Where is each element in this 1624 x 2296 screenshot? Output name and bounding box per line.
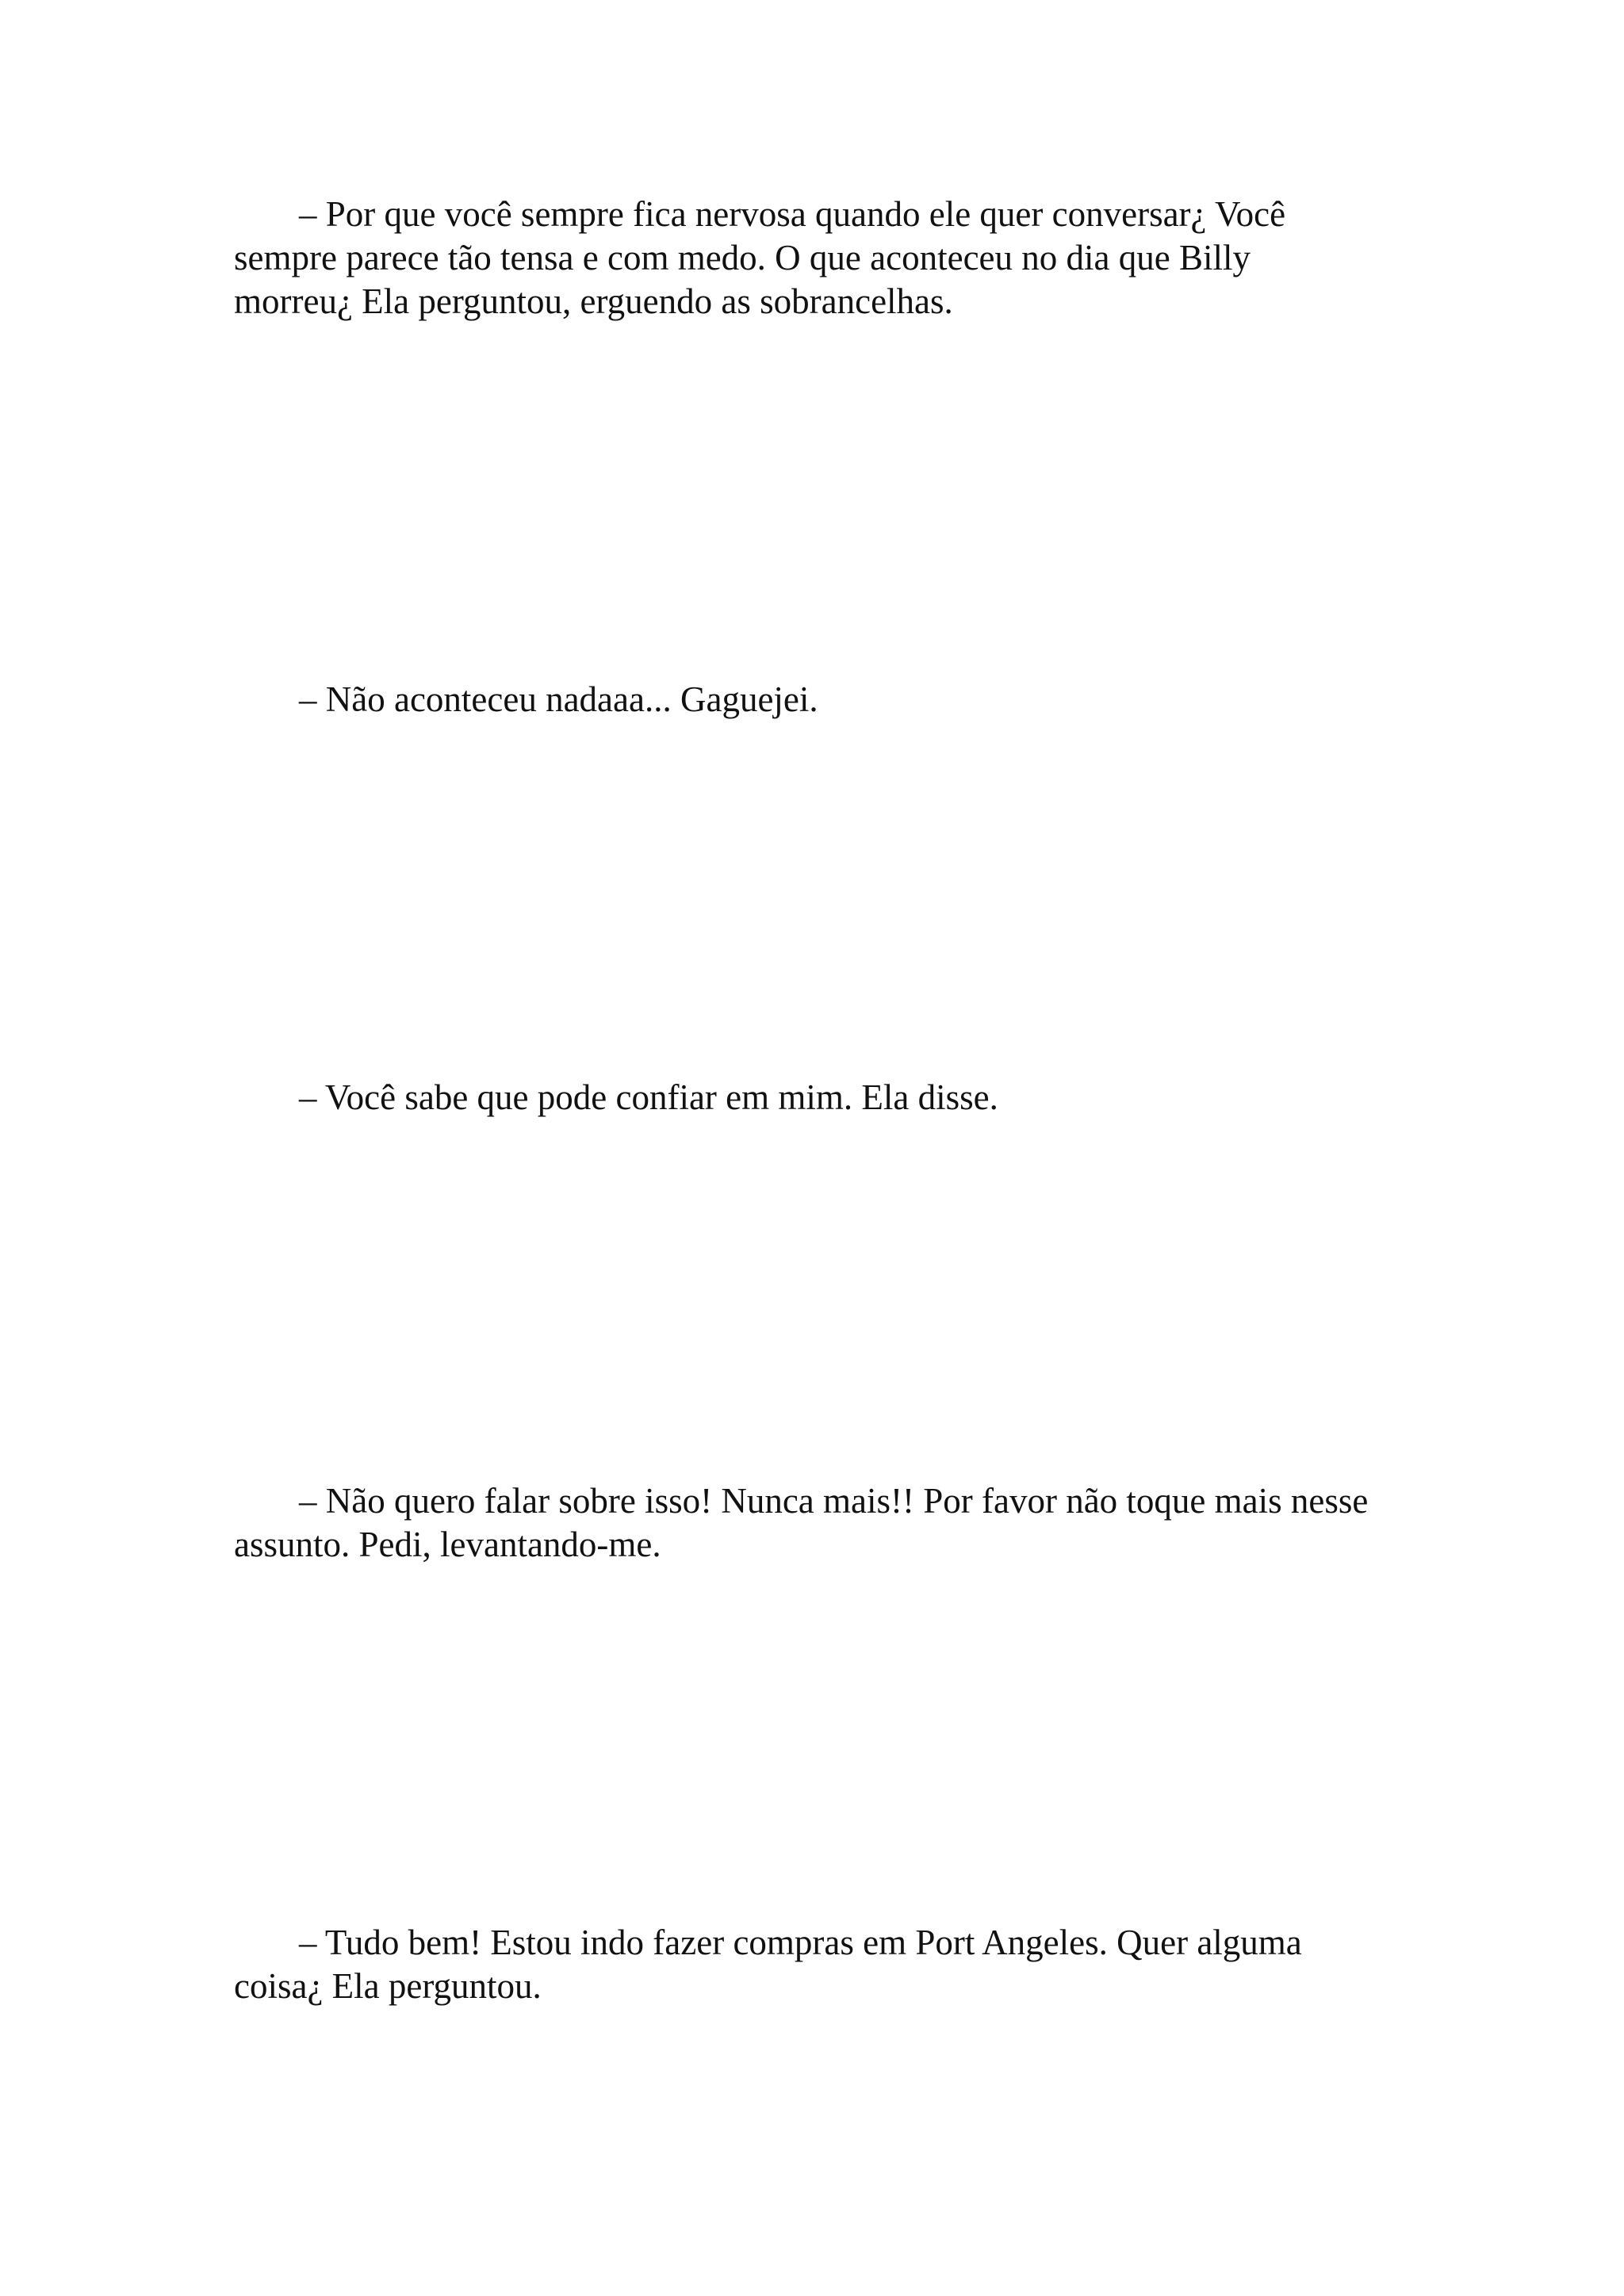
paragraph-1: – Por que você sempre fica nervosa quando ele quer conversar¿ Você sempre parece tão tensa e com medo. O que aconteceu no dia que Billy morreu¿ Ela perguntou, erguendo as sobrancelhas. <box>234 194 1286 321</box>
paragraph-4: – Não quero falar sobre isso! Nunca mais!! Por favor não toque mais nesse assunto. Pedi, levantando-me. <box>234 1481 1369 1564</box>
paragraph-5: – Tudo bem! Estou indo fazer compras em Port Angeles. Quer alguma coisa¿ Ela perguntou. <box>234 1923 1302 2006</box>
paragraph-2: – Não aconteceu nadaaa... Gaguejei. <box>299 679 818 719</box>
paragraph-3: – Você sabe que pode confiar em mim. Ela disse. <box>299 1077 998 1117</box>
